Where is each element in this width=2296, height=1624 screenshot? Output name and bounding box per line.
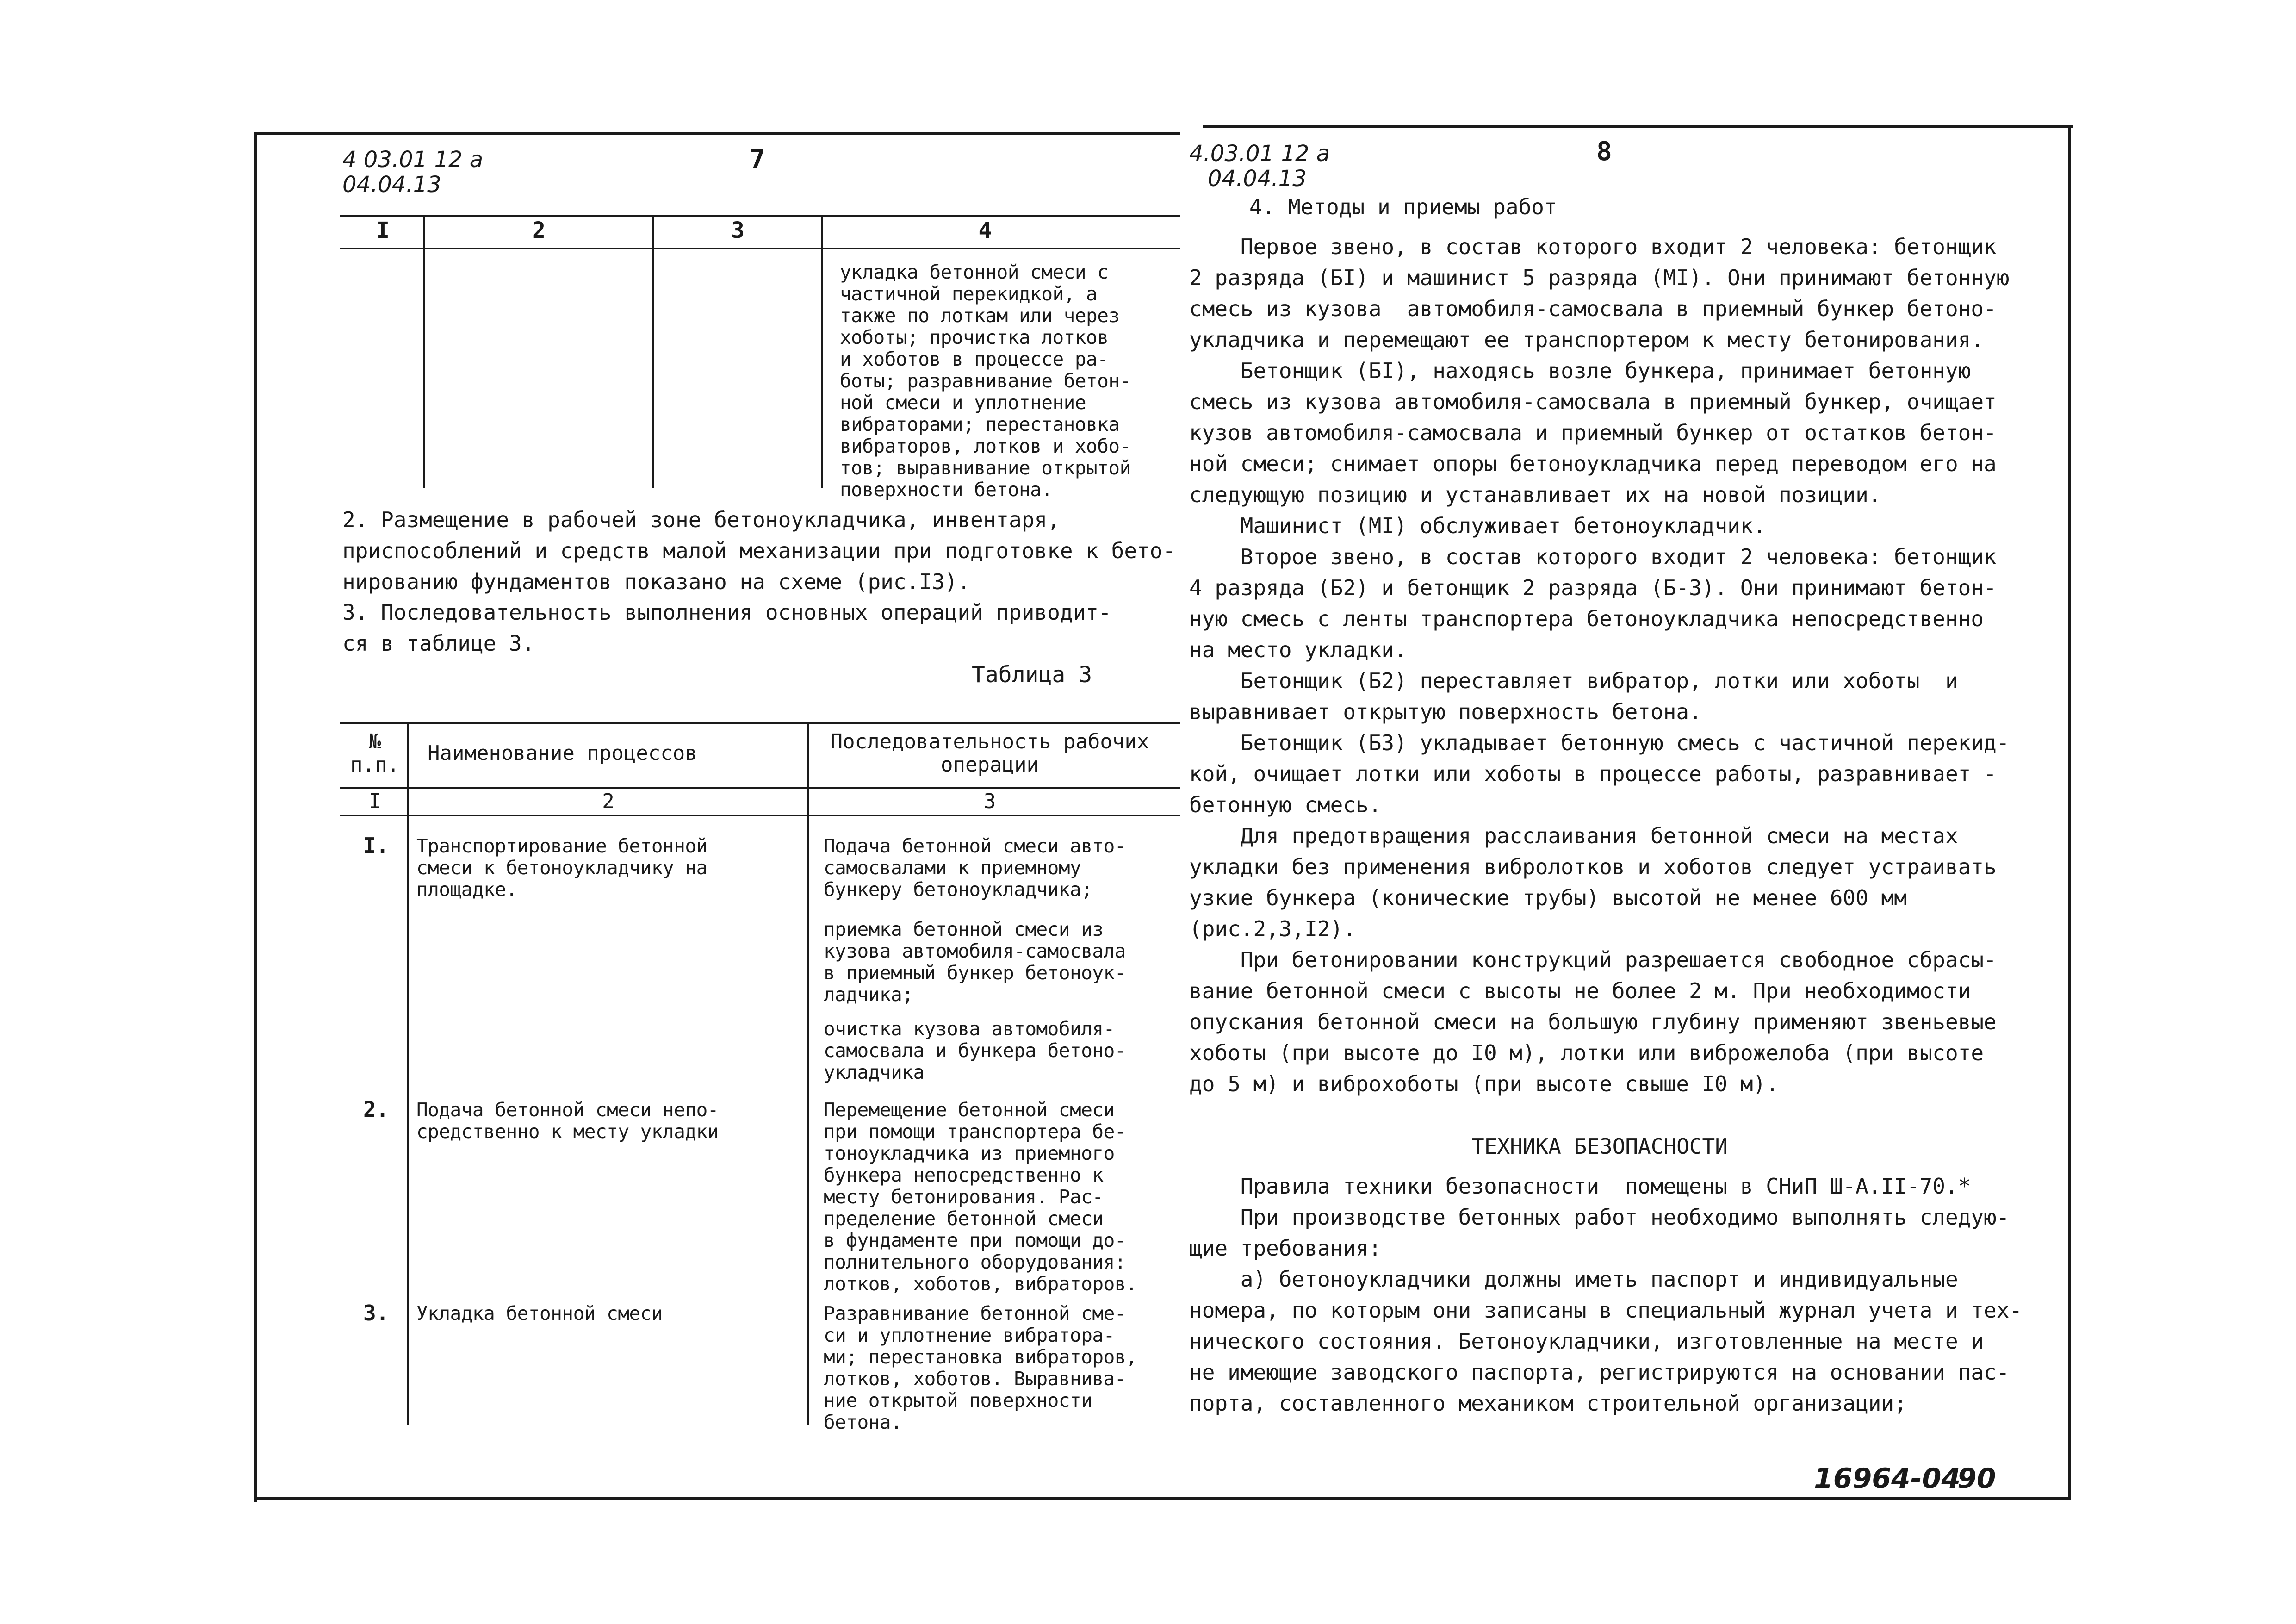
right-stamp-code: 4.03.01 12 а [1189,141,1330,167]
table3-sequence-step: приемка бетонной смеси из кузова автомобиля-самосвала в приемный бункер бетоноук- ладчика; [824,918,1126,1006]
paragraph-3 [342,597,1111,659]
table3-process-name: Укладка бетонной смеси [416,1302,663,1325]
top-border-right [1203,125,2073,128]
table3-process-name: Транспортирование бетонной смеси к бетоноукладчику на площадке. [416,835,707,901]
table3-top-rule [340,722,1180,724]
paragraph-2 [342,504,1175,597]
table3-head-sequence: Последовательность рабочих операции [830,730,1149,777]
section-title: 4. Методы и приемы работ [1249,194,1557,219]
table3-sequence-step: Разравнивание бетонной сме- си и уплотнение вибратора- ми; перестановка вибраторов, лотков, хоботов. Выравнива- ние открытой поверхности бетона. [824,1302,1137,1433]
cont-table-cell: укладка бетонной смеси с частичной перекидкой, а также по лоткам или через хоботы; прочистка лотков и хоботов в процессе ра- боты; разравнивание бетон- ной смеси и уплотнение вибраторами; перестановка вибраторов, лотков и хобо- тов; выравнивание открытой поверхности бетона. [840,261,1131,501]
cont-table-col-divider [423,215,425,488]
paragraph-2-text: 2. Размещение в рабочей зоне бетоноукладчика, инвентаря, приспособлений и средств малой механизации при подготовке к бето- нированию фундаментов показано на схеме (рис.I3). [342,507,1176,594]
right-stamp [1189,141,1330,191]
right-text-block-2: Правила техники безопасности помещены в СНиП Ш-А.II-70.* При производстве бетонных работ необходимо выполнять следую- щие требования: а) бетоноукладчики должны иметь паспорт и индивидуальные номера, по которым они записаны в специальный журнал учета и тех- нического состояния. Бетоноукладчики, изготовленные на месте и не имеющие заводского паспорта, регистрируются на основании пас- порта, составленного механиком строительной организации; [1189,1174,2023,1416]
paragraph-3-text: 3. Последовательность выполнения основных операций приводит- ся в таблице 3. [342,600,1111,656]
left-stamp-code: 4 03.01 12 а [342,147,484,173]
footer-page: 90 [1957,1462,1996,1495]
cont-table-header-rule [340,248,1180,249]
table3-row-number: 3. [363,1300,389,1325]
table3-number-rule [340,815,1180,816]
right-border [2068,125,2071,1500]
table3-col-number: I [368,790,381,813]
right-text-block-1: Первое звено, в состав которого входит 2 человека: бетонщик 2 разряда (БI) и машинист 5 разряда (МI). Они принимают бетонную смесь из кузова автомобиля-самосвала в приемный бункер бетоно- укладчика и перемещают ее транспортером к месту бетонирования. Бетонщик (БI), находясь возле бункера, принимает бетонную смесь из кузова автомобиля-самосвала в приемный бункер, очищает кузов автомобиля-самосвала и приемный бункер от остатков бетон- ной смеси; снимает опоры бетоноукладчика перед переводом его на следующую позицию и устанавливает их на новой позиции. Машинист (МI) обслуживает бетоноукладчик. Второе звено, в состав которого входит 2 человека: бетонщик 4 разряда (Б2) и бетонщик 2 разряда (Б-3). Они принимают бетон- ную смесь с ленты транспортера бетоноукладчика непосредственно на место укладки. Бетонщик (Б2) переставляет вибратор, лотки или хоботы и выравнивает открытую поверхность бетона. Бетонщик (Б3) укладывает бетонную смесь с частичной перекид- кой, очищает лотки или хоботы в процессе работы, разравнивает - бетонную смесь. Для предотвращения расслаивания бетонной смеси на местах укладки без применения вибролотков и хоботов следует устраивать узкие бункера (конические трубы) высотой не менее 600 мм (рис.2,3,I2). При бетонировании конструкций разрешается свободное сбрасы- вание бетонной смеси с высоты не более 2 м. При необходимости опускания бетонной смеси на большую глубину применяют звеньевые хоботы (при высоте до I0 м), лотки или виброжелоба (при высоте до 5 м) и виброхоботы (при высоте свыше I0 м). [1189,234,2010,1096]
left-border [254,132,257,1502]
cont-table-top-rule [340,215,1180,217]
bottom-border [254,1497,2068,1500]
table3-caption: Таблица 3 [972,662,1092,688]
cont-table-col-divider [652,215,654,488]
left-page-number: 7 [750,144,765,174]
table3-row-number: 2. [363,1097,389,1122]
table3-process-name: Подача бетонной смеси непо- средственно к месту укладки [416,1099,719,1143]
table3-sequence-step: Подача бетонной смеси авто- самосвалами к приемному бункеру бетоноукладчика; [824,835,1126,901]
right-page-number: 8 [1596,137,1612,167]
table3-col-number: 2 [602,790,614,813]
table3-head-name: Наименование процессов [428,741,697,765]
cont-table-header: 2 [532,218,546,243]
table3-col-divider [407,722,409,1425]
cont-table-header: 4 [978,218,992,243]
table3-row-number: I. [363,833,389,858]
table3-sequence-step: очистка кузова автомобиля- самосвала и бункера бетоно- укладчика [824,1018,1126,1083]
cont-table-col-divider [821,215,823,488]
left-stamp [342,147,483,197]
table3-sequence-step: Перемещение бетонной смеси при помощи транспортера бе- тоноукладчика из приемного бункера непосредственно к месту бетонирования. Рас- пределение бетонной смеси в фундаменте при помощи до- полнительного оборудования: лотков, хоботов, вибраторов. [824,1099,1137,1295]
table3-col-number: 3 [983,790,996,813]
cont-table-header: 3 [731,218,745,243]
table3-header-rule [340,787,1180,789]
cont-table-header: I [376,218,390,243]
table3-col-divider [807,722,809,1425]
right-stamp-date: 04.04.13 [1208,166,1307,192]
top-border-left [254,132,1180,135]
table3-head-number: № п.п. [350,730,399,777]
footer-code: 16964-04 [1814,1462,1961,1495]
left-stamp-date: 04.04.13 [342,172,441,198]
safety-title: ТЕХНИКА БЕЗОПАСНОСТИ [1471,1134,1728,1159]
